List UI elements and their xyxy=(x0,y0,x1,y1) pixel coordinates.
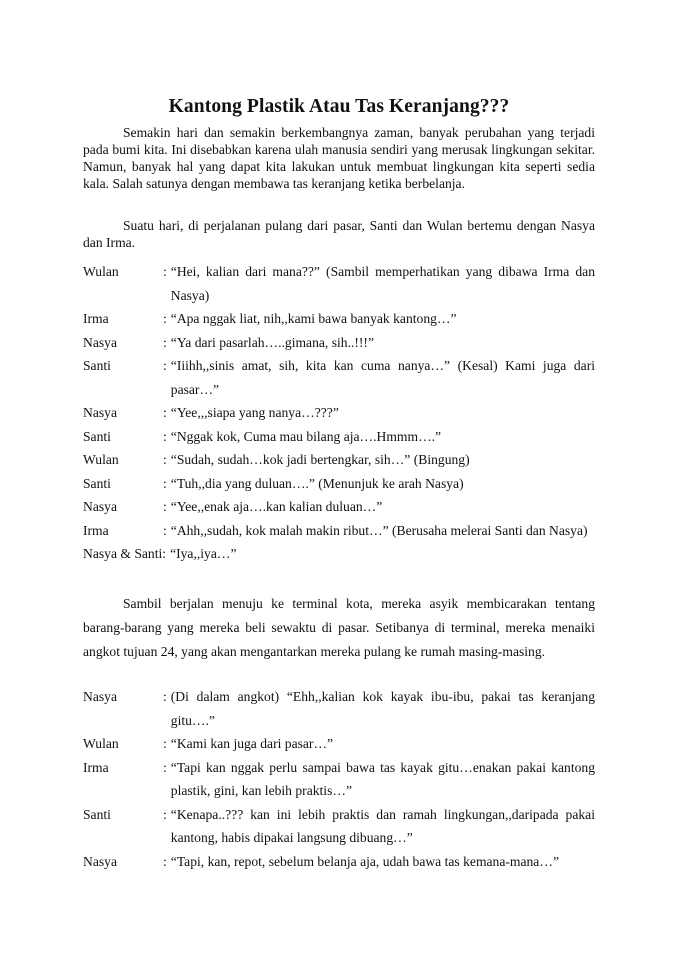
dialogue-line xyxy=(83,331,595,355)
speaker-name: Irma xyxy=(83,522,109,538)
speech-text: “Tapi, kan, repot, sebelum belanja aja, udah bawa tas kemana-mana…” xyxy=(170,853,559,869)
speaker-name: Nasya xyxy=(83,853,117,869)
dialogue-line xyxy=(83,519,595,543)
speaker-name: Santi xyxy=(83,428,111,444)
setting-paragraph: Suatu hari, di perjalanan pulang dari pasar, Santi dan Wulan bertemu dengan Nasya dan Irma. xyxy=(83,218,595,250)
dialogue-line xyxy=(83,354,595,401)
colon-separator: : xyxy=(163,428,167,444)
speech-text: “Tuh,,dia yang duluan….” (Menunjuk ke arah Nasya) xyxy=(170,475,464,491)
speaker-name: Wulan xyxy=(83,452,119,467)
dialogue-line xyxy=(83,732,595,756)
speaker-name: Santi xyxy=(83,475,111,491)
dialogue-line xyxy=(83,850,595,874)
colon-separator: : xyxy=(163,736,167,751)
speech-text: “Ahh,,sudah, kok malah makin ribut…” (Berusaha melerai Santi dan Nasya) xyxy=(170,522,588,538)
speaker-name: Nasya xyxy=(83,405,117,420)
speech-text: “Tapi kan nggak perlu sampai bawa tas kayak gitu…enakan pakai kantong plastik, gini, kan lebih praktis…” xyxy=(170,759,595,798)
dialogue-line xyxy=(83,756,595,803)
colon-separator: : xyxy=(163,853,167,869)
speaker-name: Irma xyxy=(83,759,109,775)
speaker-name: Wulan xyxy=(83,736,119,751)
colon-separator: : xyxy=(163,311,167,326)
speech-text: “Yee,,,siapa yang nanya…???” xyxy=(170,405,339,420)
speaker-name: Santi xyxy=(83,358,111,373)
speech-text: “Yee,,enak aja….kan kalian duluan…” xyxy=(170,499,383,514)
speaker-name: Wulan xyxy=(83,264,119,279)
dialogue-line xyxy=(83,685,595,732)
speech-text: “Kami kan juga dari pasar…” xyxy=(170,736,334,751)
colon-separator: : xyxy=(163,334,167,350)
colon-separator: : xyxy=(163,475,167,491)
colon-separator: : xyxy=(163,689,167,704)
speech-text: “Ya dari pasarlah…..gimana, sih..!!!” xyxy=(170,334,374,350)
dialogue-line xyxy=(83,401,595,425)
dialogue-line xyxy=(83,425,595,449)
speaker-name: Nasya xyxy=(83,334,117,350)
speaker-name: Irma xyxy=(83,311,109,326)
colon-separator: : xyxy=(163,759,167,775)
dialogue-line xyxy=(83,495,595,519)
dialogue-block-market xyxy=(83,260,595,566)
speech-text: “Kenapa..??? kan ini lebih praktis dan ramah lingkungan,,daripada pakai kantong, habis dipakai langsung dibuang…” xyxy=(170,806,595,845)
speech-text: (Di dalam angkot) “Ehh,,kalian kok kayak ibu-ibu, pakai tas keranjang gitu….” xyxy=(170,689,595,728)
colon-separator: : xyxy=(163,452,167,467)
dialogue-line xyxy=(83,803,595,850)
terminal-paragraph: Sambil berjalan menuju ke terminal kota, mereka asyik membicarakan tentang barang-barang yang mereka beli sewaktu di pasar. Setibanya di terminal, mereka menaiki angkot tujuan 24, yang akan mengantarkan mereka pulang ke rumah masing-masing. xyxy=(83,596,595,659)
speech-text: “Iiihh,,sinis amat, sih, kita kan cuma nanya…” (Kesal) Kami juga dari pasar…” xyxy=(170,358,595,397)
speech-text: “Sudah, sudah…kok jadi bertengkar, sih…” (Bingung) xyxy=(170,452,470,467)
speaker-name: Nasya xyxy=(83,499,117,514)
speaker-name: Nasya xyxy=(83,689,117,704)
speaker-name: Santi xyxy=(83,806,111,822)
speech-text: “Apa nggak liat, nih,,kami bawa banyak kantong…” xyxy=(170,311,457,326)
colon-separator: : xyxy=(162,546,167,561)
speech-text: “Iya,,iya…” xyxy=(170,546,237,561)
intro-paragraph: Semakin hari dan semakin berkembangnya zaman, banyak perubahan yang terjadi pada bumi kita. Ini disebabkan karena ulah manusia sendiri yang merusak lingkungan sekitar. Namun, banyak hal yang dapat kita lakukan untuk membuat lingkungan kita seperti sedia kala. Salah satunya dengan membawa tas keranjang ketika berbelanja. xyxy=(83,125,595,191)
dialogue-line xyxy=(83,448,595,472)
colon-separator: : xyxy=(163,264,167,279)
speaker-name: Nasya & Santi xyxy=(83,546,163,561)
colon-separator: : xyxy=(163,499,167,514)
dialogue-line xyxy=(83,472,595,496)
dialogue-line xyxy=(83,542,595,566)
colon-separator: : xyxy=(163,358,167,373)
dialogue-line xyxy=(83,307,595,331)
speech-text: “Hei, kalian dari mana??” (Sambil memperhatikan yang dibawa Irma dan Nasya) xyxy=(170,264,595,303)
dialogue-block-angkot xyxy=(83,685,595,873)
colon-separator: : xyxy=(163,405,167,420)
colon-separator: : xyxy=(163,806,167,822)
dialogue-line xyxy=(83,260,595,307)
speech-text: “Nggak kok, Cuma mau bilang aja….Hmmm….” xyxy=(170,428,442,444)
document-title: Kantong Plastik Atau Tas Keranjang??? xyxy=(168,96,510,117)
colon-separator: : xyxy=(163,522,167,538)
